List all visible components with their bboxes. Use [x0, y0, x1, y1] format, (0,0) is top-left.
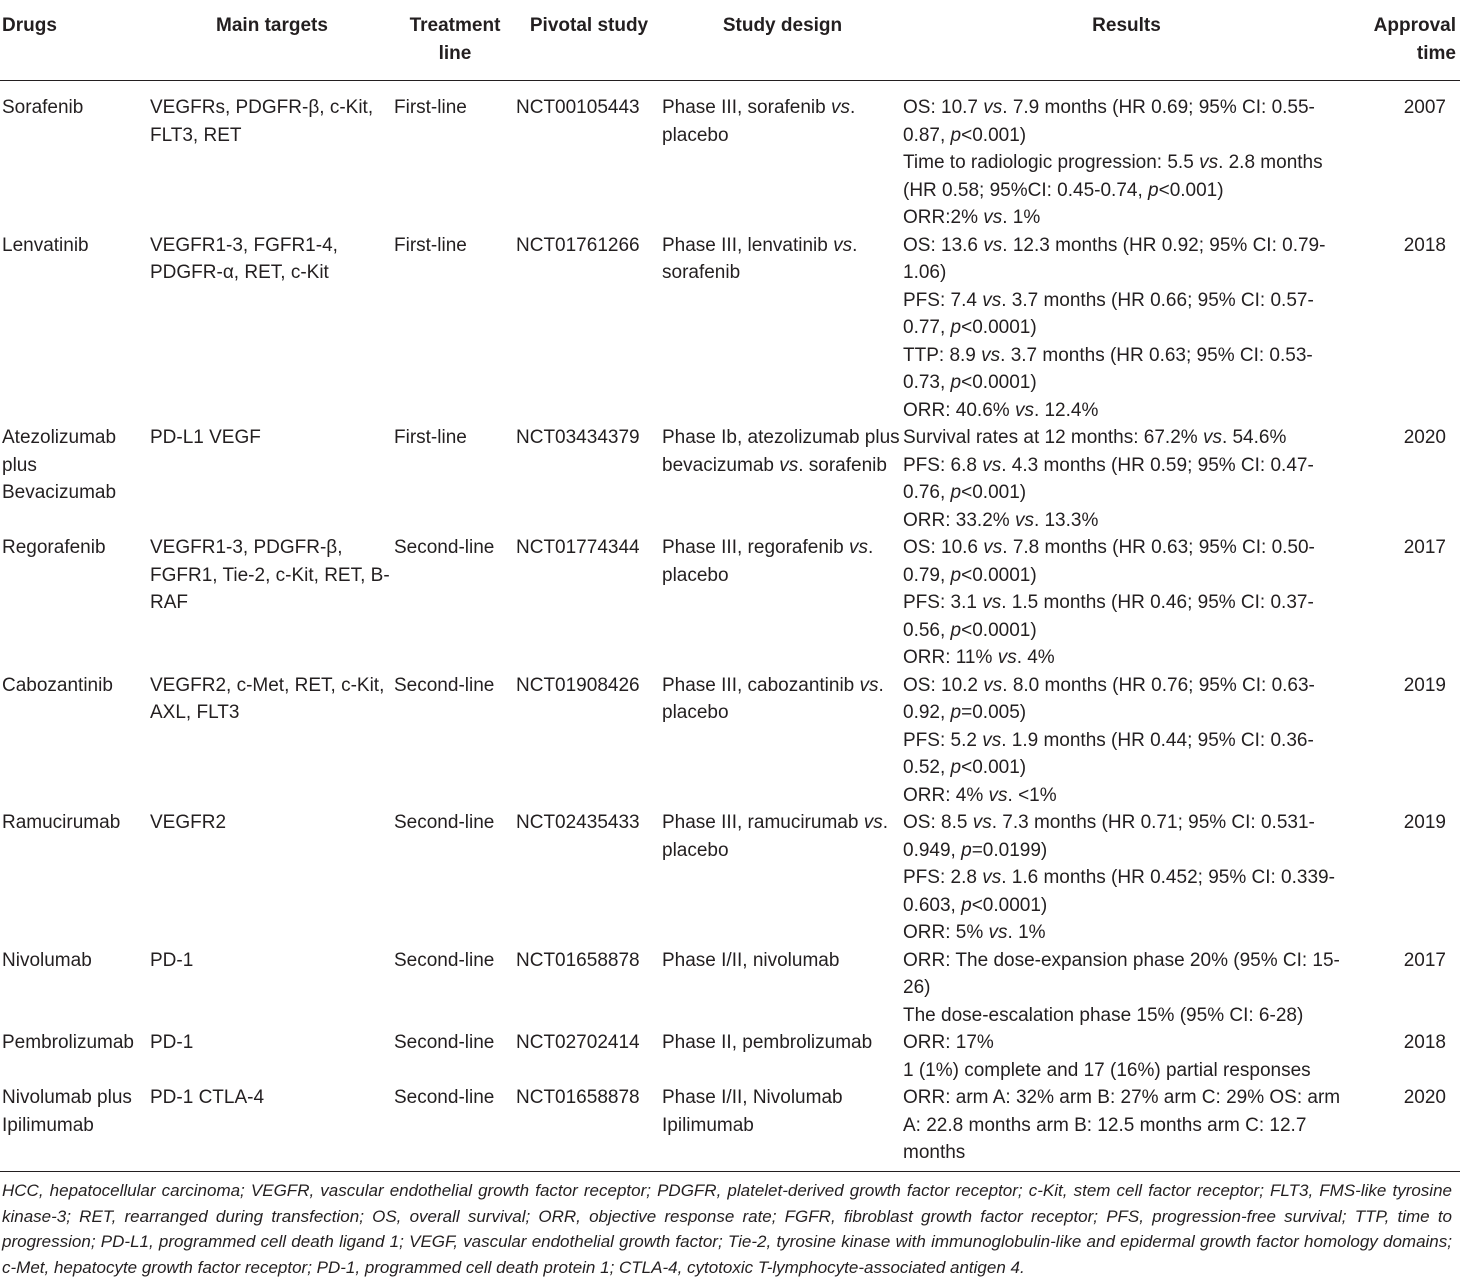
table-row — [0, 1029, 1460, 1084]
result-line: OS: 8.5 vs. 7.3 months (HR 0.71; 95% CI: 0.531-0.949, p=0.0199) — [903, 812, 1315, 861]
cell-main-targets: PD-1 CTLA-4 — [150, 1087, 265, 1108]
result-line: ORR: 5% vs. 1% — [903, 922, 1046, 943]
result-line: ORR: The dose-expansion phase 20% (95% CI: 15-26) — [903, 949, 1340, 998]
result-line: TTP: 8.9 vs. 3.7 months (HR 0.63; 95% CI: 0.53-0.73, p<0.0001) — [903, 344, 1313, 393]
drug-name-line: Regorafenib — [2, 537, 106, 558]
cell-pivotal-study: NCT01761266 — [516, 234, 640, 256]
result-line: ORR: 33.2% vs. 13.3% — [903, 509, 1099, 531]
table-row — [0, 232, 1460, 425]
cell-study-design: Phase Ib, atezolizumab plus bevacizumab vs. sorafenib — [662, 427, 900, 476]
header-drugs: Drugs — [0, 12, 150, 81]
result-line: ORR: 11% vs. 4% — [903, 647, 1055, 668]
cell-study-design: Phase III, lenvatinib vs. sorafenib — [662, 234, 858, 283]
drug-name-line: Bevacizumab — [2, 482, 117, 503]
header-pivotal-study: Pivotal study — [516, 12, 662, 81]
table-row — [0, 672, 1460, 810]
result-line: ORR: 40.6% vs. 12.4% — [903, 399, 1099, 421]
cell-drug — [0, 672, 150, 810]
cell-drug — [0, 534, 150, 672]
table-row — [0, 1084, 1460, 1167]
cell-approval-time: 2017 — [1403, 949, 1446, 971]
result-line: ORR: 17% — [903, 1032, 994, 1053]
result-line: OS: 13.6 vs. 12.3 months (HR 0.92; 95% CI: 0.79-1.06) — [903, 234, 1326, 283]
cell-approval-time: 2017 — [1403, 537, 1446, 558]
cell-approval-time: 2018 — [1403, 234, 1446, 256]
drug-name-line: Atezolizumab — [2, 427, 117, 448]
cell-main-targets: PD-1 — [150, 949, 194, 971]
table-row — [0, 809, 1460, 947]
cell-drug — [0, 81, 150, 232]
cell-treatment-line: First-line — [394, 427, 467, 448]
drug-name-line: Sorafenib — [2, 97, 84, 118]
result-line: OS: 10.2 vs. 8.0 months (HR 0.76; 95% CI: 0.63-0.92, p=0.005) — [903, 674, 1315, 723]
cell-drug — [0, 1029, 150, 1084]
result-line: PFS: 6.8 vs. 4.3 months (HR 0.59; 95% CI: 0.47-0.76, p<0.001) — [903, 454, 1314, 503]
cell-approval-time: 2018 — [1403, 1032, 1446, 1053]
cell-drug — [0, 424, 150, 534]
cell-study-design: Phase I/II, nivolumab — [662, 949, 840, 971]
cell-treatment-line: Second-line — [394, 1087, 495, 1108]
cell-treatment-line: First-line — [394, 97, 467, 118]
cell-study-design: Phase III, cabozantinib vs. placebo — [662, 674, 884, 723]
drug-name-line: Cabozantinib — [2, 674, 113, 696]
cell-approval-time: 2019 — [1403, 812, 1446, 833]
cell-results — [903, 672, 1350, 810]
table-row — [0, 534, 1460, 672]
result-line: OS: 10.7 vs. 7.9 months (HR 0.69; 95% CI: 0.55-0.87, p<0.001) — [903, 97, 1315, 146]
cell-treatment-line: Second-line — [394, 812, 495, 833]
drug-name-line: Ramucirumab — [2, 812, 121, 833]
cell-pivotal-study: NCT01908426 — [516, 674, 640, 696]
cell-main-targets: PD-L1 VEGF — [150, 427, 261, 448]
cell-main-targets: VEGFRs, PDGFR-β, c-Kit, FLT3, RET — [150, 97, 374, 146]
cell-results — [903, 232, 1350, 425]
cell-results — [903, 534, 1350, 672]
header-results: Results — [903, 12, 1350, 81]
header-main-targets: Main targets — [150, 12, 394, 81]
cell-pivotal-study: NCT01658878 — [516, 949, 640, 971]
drug-table — [0, 12, 1460, 1167]
result-line: PFS: 5.2 vs. 1.9 months (HR 0.44; 95% CI: 0.36-0.52, p<0.001) — [903, 729, 1314, 778]
header-treatment-line — [394, 12, 516, 81]
cell-results — [903, 947, 1350, 1030]
cell-main-targets: VEGFR1-3, FGFR1-4, PDGFR-α, RET, c-Kit — [150, 234, 338, 283]
table-row — [0, 81, 1460, 232]
drug-name-line: Ipilimumab — [2, 1114, 94, 1136]
cell-study-design: Phase III, regorafenib vs. placebo — [662, 537, 874, 586]
cell-results — [903, 1084, 1350, 1167]
cell-main-targets: PD-1 — [150, 1032, 194, 1053]
cell-treatment-line: Second-line — [394, 949, 495, 971]
cell-results — [903, 81, 1350, 232]
table-footnote: HCC, hepatocellular carcinoma; VEGFR, vascular endothelial growth factor receptor; PDGFR, platelet-derived growth factor receptor; c-Kit, stem cell factor receptor; FLT3, FMS-like tyrosine kinase-3; RET, rearranged during transfection; OS, overall survival; ORR, objective response rate; FGFR, fibroblast growth factor receptor; PFS, progression-free survival; TTP, time to progression; PD-L1, programmed cell death ligand 1; VEGF, vascular endothelial growth factor; Tie-2, tyrosine kinase with immunoglobulin-like and epidermal growth factor homology domains; c-Met, hepatocyte growth factor receptor; PD-1, programmed cell death protein 1; CTLA-4, cytotoxic T-lymphocyte-associated antigen 4. — [2, 1181, 1452, 1277]
cell-drug — [0, 809, 150, 947]
cell-treatment-line: Second-line — [394, 537, 495, 558]
header-treatment-line-2: line — [438, 42, 472, 64]
cell-main-targets: VEGFR1-3, PDGFR-β, FGFR1, Tie-2, c-Kit, RET, B-RAF — [150, 537, 390, 613]
cell-approval-time: 2007 — [1403, 97, 1446, 118]
cell-approval-time: 2020 — [1403, 427, 1446, 448]
result-line: The dose-escalation phase 15% (95% CI: 6-28) — [903, 1004, 1304, 1026]
cell-drug — [0, 1084, 150, 1167]
cell-pivotal-study: NCT01658878 — [516, 1087, 640, 1108]
cell-study-design: Phase III, ramucirumab vs. placebo — [662, 812, 888, 861]
drug-name-line: Lenvatinib — [2, 234, 89, 256]
header-approval-time-2: time — [1416, 42, 1456, 64]
table-body — [0, 81, 1460, 1167]
cell-pivotal-study: NCT03434379 — [516, 427, 640, 448]
cell-pivotal-study: NCT02435433 — [516, 812, 640, 833]
cell-treatment-line: First-line — [394, 234, 467, 256]
table-row — [0, 424, 1460, 534]
cell-main-targets: VEGFR2 — [150, 812, 227, 833]
header-row — [0, 12, 1460, 81]
cell-pivotal-study: NCT02702414 — [516, 1032, 640, 1053]
cell-main-targets: VEGFR2, c-Met, RET, c-Kit, AXL, FLT3 — [150, 674, 385, 723]
cell-drug — [0, 232, 150, 425]
drug-name-line: Nivolumab plus — [2, 1087, 132, 1108]
table-bottom-rule — [0, 1171, 1460, 1172]
cell-treatment-line: Second-line — [394, 674, 495, 696]
cell-study-design: Phase I/II, Nivolumab Ipilimumab — [662, 1087, 843, 1136]
drug-name-line: Pembrolizumab — [2, 1032, 134, 1053]
result-line: ORR:2% vs. 1% — [903, 207, 1041, 228]
header-treatment-line-1: Treatment — [409, 15, 501, 36]
result-line: PFS: 3.1 vs. 1.5 months (HR 0.46; 95% CI: 0.37-0.56, p<0.0001) — [903, 592, 1314, 641]
result-line: PFS: 2.8 vs. 1.6 months (HR 0.452; 95% CI: 0.339-0.603, p<0.0001) — [903, 867, 1335, 916]
cell-pivotal-study: NCT00105443 — [516, 97, 640, 118]
cell-study-design: Phase III, sorafenib vs. placebo — [662, 97, 856, 146]
cell-pivotal-study: NCT01774344 — [516, 537, 640, 558]
result-line: Survival rates at 12 months: 67.2% vs. 54.6% — [903, 427, 1287, 448]
cell-results — [903, 424, 1350, 534]
header-study-design: Study design — [662, 12, 903, 81]
result-line: 1 (1%) complete and 17 (16%) partial responses — [903, 1059, 1311, 1081]
result-line: Time to radiologic progression: 5.5 vs. 2.8 months (HR 0.58; 95%CI: 0.45-0.74, p<0.001) — [903, 152, 1323, 201]
cell-study-design: Phase II, pembrolizumab — [662, 1032, 873, 1053]
cell-treatment-line: Second-line — [394, 1032, 495, 1053]
cell-results — [903, 1029, 1350, 1084]
header-approval-time-1: Approval — [1373, 15, 1456, 36]
result-line: ORR: arm A: 32% arm B: 27% arm C: 29% OS: arm A: 22.8 months arm B: 12.5 months arm C: 12.7 months — [903, 1087, 1341, 1163]
table-row — [0, 947, 1460, 1030]
drug-table-wrapper — [0, 12, 1460, 1167]
result-line: PFS: 7.4 vs. 3.7 months (HR 0.66; 95% CI: 0.57-0.77, p<0.0001) — [903, 289, 1314, 338]
drug-name-line: Nivolumab — [2, 949, 92, 971]
cell-approval-time: 2019 — [1403, 674, 1446, 696]
header-approval-time — [1350, 12, 1460, 81]
drug-name-line: plus — [2, 454, 37, 476]
cell-results — [903, 809, 1350, 947]
result-line: ORR: 4% vs. <1% — [903, 784, 1057, 806]
cell-approval-time: 2020 — [1403, 1087, 1446, 1108]
cell-drug — [0, 947, 150, 1030]
result-line: OS: 10.6 vs. 7.8 months (HR 0.63; 95% CI: 0.50-0.79, p<0.0001) — [903, 537, 1315, 586]
